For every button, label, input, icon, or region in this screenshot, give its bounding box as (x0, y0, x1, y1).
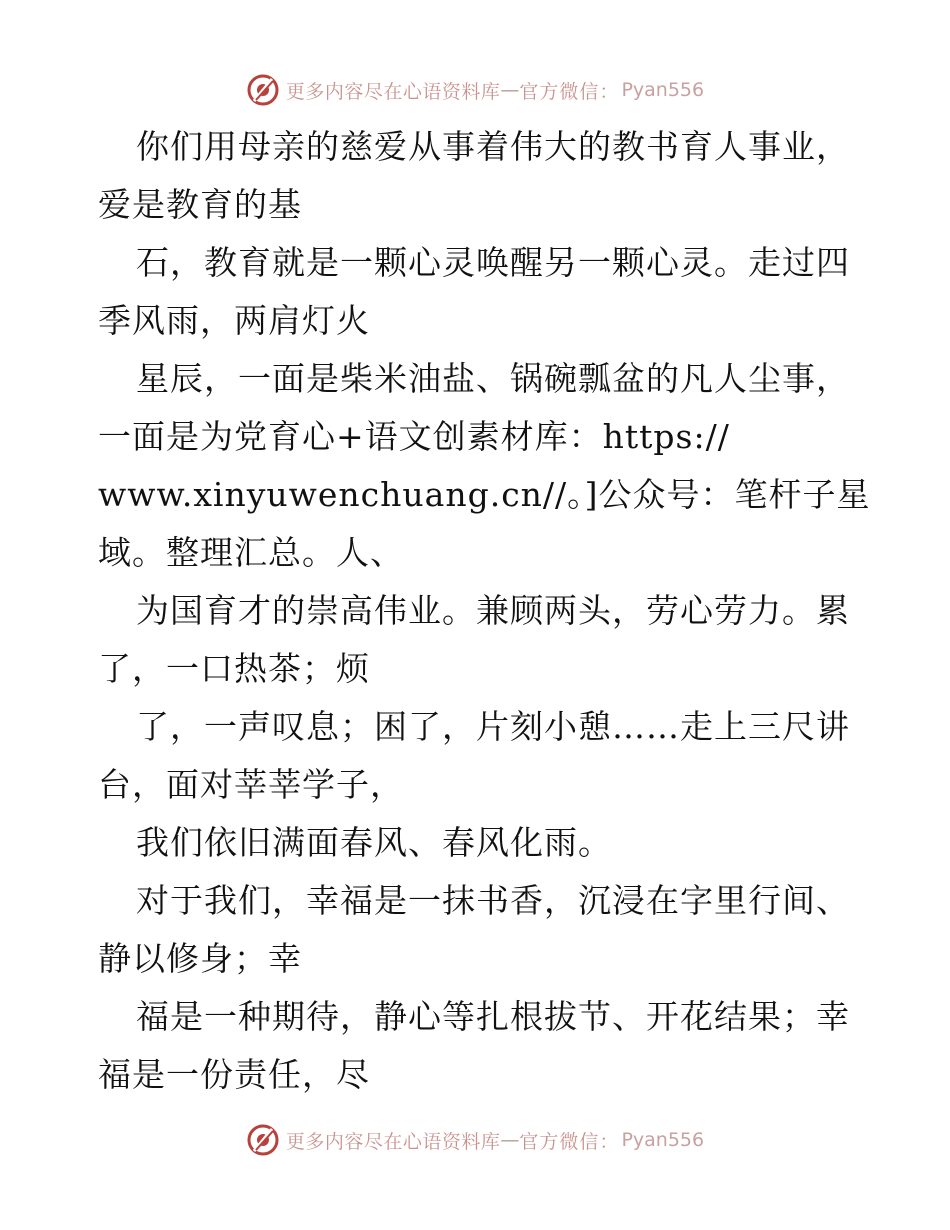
header-wechat-handle: Pyan556 (621, 79, 705, 101)
footer-banner (0, 1120, 950, 1160)
header-site-name: 更多内容尽在心语资料库 (285, 80, 501, 103)
body-line: 了，一口热茶；烦 (98, 649, 370, 688)
header-banner (0, 70, 950, 110)
body-line: 了，一声叹息；困了，片刻小憩……走上三尺讲 (136, 707, 850, 746)
header-separator: — (500, 79, 520, 101)
body-line: 星辰，一面是柴米油盐、锅碗瓢盆的凡人尘事， (136, 359, 850, 398)
body-line: 我们依旧满面春风、春风化雨。 (136, 823, 612, 862)
body-line: 对于我们，幸福是一抹书香，沉浸在字里行间、 (136, 881, 850, 920)
body-line: 季风雨，两肩灯火 (98, 301, 370, 340)
body-line: 域。整理汇总。人、 (98, 533, 404, 572)
body-line: www.xinyuwenchuang.cn//。]公众号：笔杆子星 (98, 475, 871, 514)
body-line: 石，教育就是一颗心灵唤醒另一颗心灵。走过四 (136, 243, 850, 282)
logo-icon (246, 73, 280, 107)
header-wechat-label: 官方微信： (519, 80, 620, 103)
footer-site-name: 更多内容尽在心语资料库 (285, 1130, 501, 1153)
body-line: 一面是为党育心+语文创素材库：https:// (98, 417, 730, 456)
footer-separator: — (500, 1129, 520, 1151)
body-line: 福是一种期待，静心等扎根拔节、开花结果；幸 (136, 997, 850, 1036)
body-line: 爱是教育的基 (98, 185, 302, 224)
body-line: 为国育才的崇高伟业。兼顾两头，劳心劳力。累 (136, 591, 850, 630)
logo-icon (246, 1123, 280, 1157)
footer-wechat-handle: Pyan556 (621, 1129, 705, 1151)
body-line: 静以修身；幸 (98, 939, 302, 978)
body-line: 福是一份责任，尽 (98, 1055, 370, 1094)
body-line: 台，面对莘莘学子， (98, 765, 404, 804)
body-line: 你们用母亲的慈爱从事着伟大的教书育人事业， (136, 127, 850, 166)
footer-wechat-label: 官方微信： (519, 1130, 620, 1153)
document-body (98, 118, 898, 1104)
